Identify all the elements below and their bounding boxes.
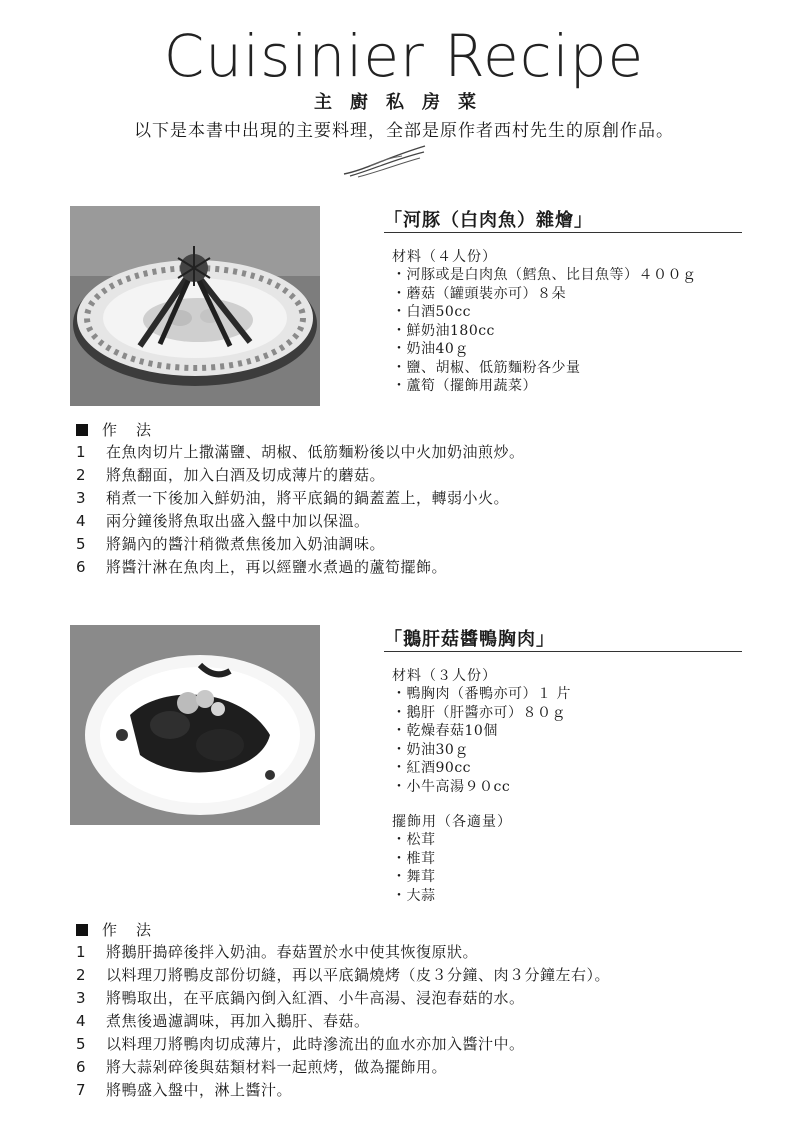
recipe-photo-fugu	[70, 206, 320, 406]
list-item: ・ 蘆筍（擺飾用蔬菜）	[392, 377, 697, 396]
step-item: 1 在魚肉切片上撒滿鹽、胡椒、低筋麵粉後以中火加奶油煎炒。	[76, 443, 525, 461]
method-heading-fugu: 作 法	[76, 419, 153, 440]
list-item: ・ 小牛高湯９０cc	[392, 778, 571, 797]
list-item: ・ 鴨胸肉（番鴨亦可）１ 片	[392, 685, 571, 704]
list-item: ・ 蘑菇（罐頭裝亦可）８朵	[392, 285, 697, 304]
ingredients-list-fugu	[392, 266, 697, 396]
list-item: ・ 鮮奶油180cc	[392, 322, 697, 341]
list-item: ・ 河豚或是白肉魚（鱈魚、比目魚等）４００ｇ	[392, 266, 697, 285]
garnish-heading: 擺飾用（各適量）	[392, 814, 512, 830]
title-divider	[384, 651, 742, 652]
method-heading-duck: 作 法	[76, 919, 153, 940]
recipe-title-duck: 「鵝肝菇醬鴨胸肉」	[384, 629, 555, 650]
page-title: Cuisinier Recipe	[163, 22, 645, 90]
ingredients-heading: 材料（４人份）	[392, 249, 497, 265]
list-item: ・ 奶油30ｇ	[392, 741, 571, 760]
decorative-flourish	[340, 140, 430, 180]
step-item: 1 將鵝肝搗碎後拌入奶油。春菇置於水中使其恢復原狀。	[76, 943, 479, 961]
list-item: ・ 乾燥春菇10個	[392, 722, 571, 741]
square-bullet-icon	[76, 924, 88, 936]
step-item: 4 煮焦後過濾調味，再加入鵝肝、春菇。	[76, 1012, 370, 1030]
list-item: ・ 大蒜	[392, 887, 436, 906]
step-item: 7 將鴨盛入盤中，淋上醬汁。	[76, 1081, 293, 1099]
list-item: ・ 舞茸	[392, 868, 436, 887]
square-bullet-icon	[76, 424, 88, 436]
step-item: 5 將鍋內的醬汁稍微煮焦後加入奶油調味。	[76, 535, 386, 553]
step-item: 3 將鴨取出，在平底鍋內倒入紅酒、小牛高湯、浸泡春菇的水。	[76, 989, 525, 1007]
list-item: ・ 鹽、胡椒、低筋麵粉各少量	[392, 359, 697, 378]
page-subtitle: 主廚私房菜	[314, 92, 494, 113]
ingredients-heading: 材料（３人份）	[392, 668, 497, 684]
steps-list-duck	[76, 941, 610, 1102]
list-item: ・ 松茸	[392, 831, 436, 850]
step-item: 6 將醬汁淋在魚肉上，再以經鹽水煮過的蘆筍擺飾。	[76, 558, 448, 576]
step-item: 4 兩分鐘後將魚取出盛入盤中加以保溫。	[76, 512, 370, 530]
list-item: ・ 白酒50cc	[392, 303, 697, 322]
step-item: 5 以料理刀將鴨肉切成薄片，此時滲流出的血水亦加入醬汁中。	[76, 1035, 525, 1053]
step-item: 2 將魚翻面，加入白酒及切成薄片的蘑菇。	[76, 466, 386, 484]
garnish-list	[392, 831, 436, 905]
list-item: ・ 鵝肝（肝醬亦可）８０ｇ	[392, 704, 571, 723]
list-item: ・ 椎茸	[392, 850, 436, 869]
recipe-title-fugu: 「河豚（白肉魚）雜燴」	[384, 210, 593, 231]
title-divider	[384, 232, 742, 233]
recipe-photo-duck	[70, 625, 320, 825]
step-item: 6 將大蒜剁碎後與菇類材料一起煎烤，做為擺飾用。	[76, 1058, 448, 1076]
intro-text: 以下是本書中出現的主要料理，全部是原作者西村先生的原創作品。	[134, 121, 674, 141]
steps-list-fugu	[76, 441, 525, 579]
step-item: 3 稍煮一下後加入鮮奶油，將平底鍋的鍋蓋蓋上，轉弱小火。	[76, 489, 510, 507]
list-item: ・ 紅酒90cc	[392, 759, 571, 778]
ingredients-list-duck	[392, 685, 571, 796]
list-item: ・ 奶油40ｇ	[392, 340, 697, 359]
step-item: 2 以料理刀將鴨皮部份切縫，再以平底鍋燒烤（皮３分鐘、肉３分鐘左右）。	[76, 966, 611, 984]
